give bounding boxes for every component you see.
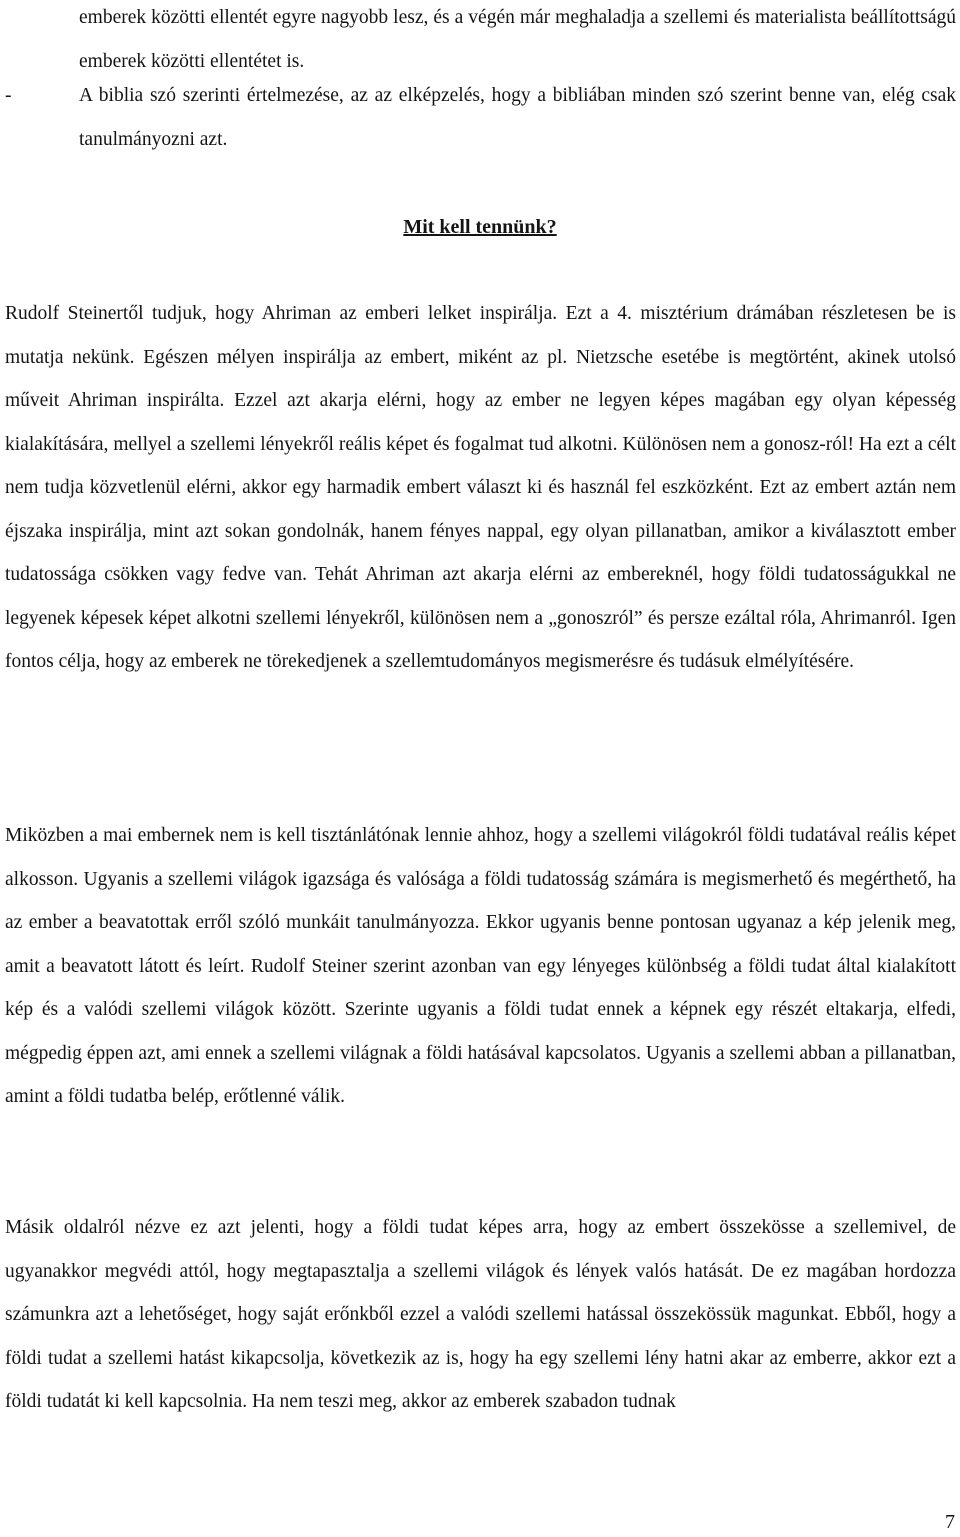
intro-paragraph: emberek közötti ellentét egyre nagyobb lesz, és a végén már meghaladja a szellemi és materialista beállítottságú emberek közötti ellentétet is. [79, 7, 956, 72]
body-paragraph: Miközben a mai embernek nem is kell tisztánlátónak lennie ahhoz, hogy a szellemi világokról földi tudatával reális képet alkosson. Ugyanis a szellemi világok igazsága és valósága a földi tudatosság számára is megismerhető és megérthető, ha az ember a beavatottak erről szóló munkáit tanulmányozza. Ekkor ugyanis benne pontosan ugyanaz a kép jelenik meg, amit a beavatott látott és leírt. Rudolf Steiner szerint azonban van egy lényeges különbség a földi tudat által kialakított kép és a valódi szellemi világok között. Szerinte ugyanis a földi tudat ennek a képnek egy részét eltakarja, elfedi, mégpedig éppen azt, ami ennek a szellemi világnak a földi hatásával kapcsolatos. Ugyanis a szellemi abban a pillanatban, amint a földi tudatba belép, erőtlenné válik. [5, 825, 956, 1107]
body-paragraph: Másik oldalról nézve ez azt jelenti, hogy a földi tudat képes arra, hogy az embert összekösse a szellemivel, de ugyanakkor megvédi attól, hogy megtapasztalja a szellemi világok és lények valós hatását. De ez magában hordozza számunkra azt a lehetőséget, hogy saját erőnkből ezzel a valódi szellemi hatással összekössük magunkat. Ebből, hogy a földi tudat a szellemi hatást kikapcsolja, következik az is, hogy ha egy szellemi lény hatni akar az emberre, akkor ezt a földi tudatát ki kell kapcsolnia. Ha nem teszi meg, akkor az emberek szabadon tudnak [5, 1217, 956, 1412]
bullet-item: A biblia szó szerinti értelmezése, az az elképzelés, hogy a bibliában minden szó szerint benne van, elég csak tanulmányozni azt. [79, 85, 956, 150]
body-paragraph: Rudolf Steinertől tudjuk, hogy Ahriman az emberi lelket inspirálja. Ezt a 4. misztérium drámában részletesen be is mutatja nekünk. Egészen mélyen inspirálja az embert, miként az pl. Nietzsche esetébe is megtörtént, akinek utolsó műveit Ahriman inspirálta. Ezzel azt akarja elérni, hogy az ember ne legyen képes magában egy olyan képesség kialakítására, mellyel a szellemi lényekről reális képet és fogalmat tud alkotni. Különösen nem a gonosz-ról! Ha ezt a célt nem tudja közvetlenül elérni, akkor egy harmadik embert választ ki és használ fel eszközként. Ezt az embert aztán nem éjszaka inspirálja, mint azt sokan gondolnák, hanem fényes nappal, egy olyan pillanatban, amikor a kiválasztott ember tudatossága csökken vagy fedve van. Tehát Ahriman azt akarja elérni az embereknél, hogy földi tudatosságukkal ne legyenek képesek képet alkotni szellemi lényekről, különösen nem a „gonoszról” és persze ezáltal róla, Ahrimanról. Igen fontos célja, hogy az emberek ne törekedjenek a szellemtudományos megismerésre és tudásuk elmélyítésére. [5, 303, 956, 672]
bullet-marker: - [5, 85, 12, 106]
page-number: 7 [945, 1511, 955, 1533]
section-heading: Mit kell tennünk? [403, 216, 557, 238]
